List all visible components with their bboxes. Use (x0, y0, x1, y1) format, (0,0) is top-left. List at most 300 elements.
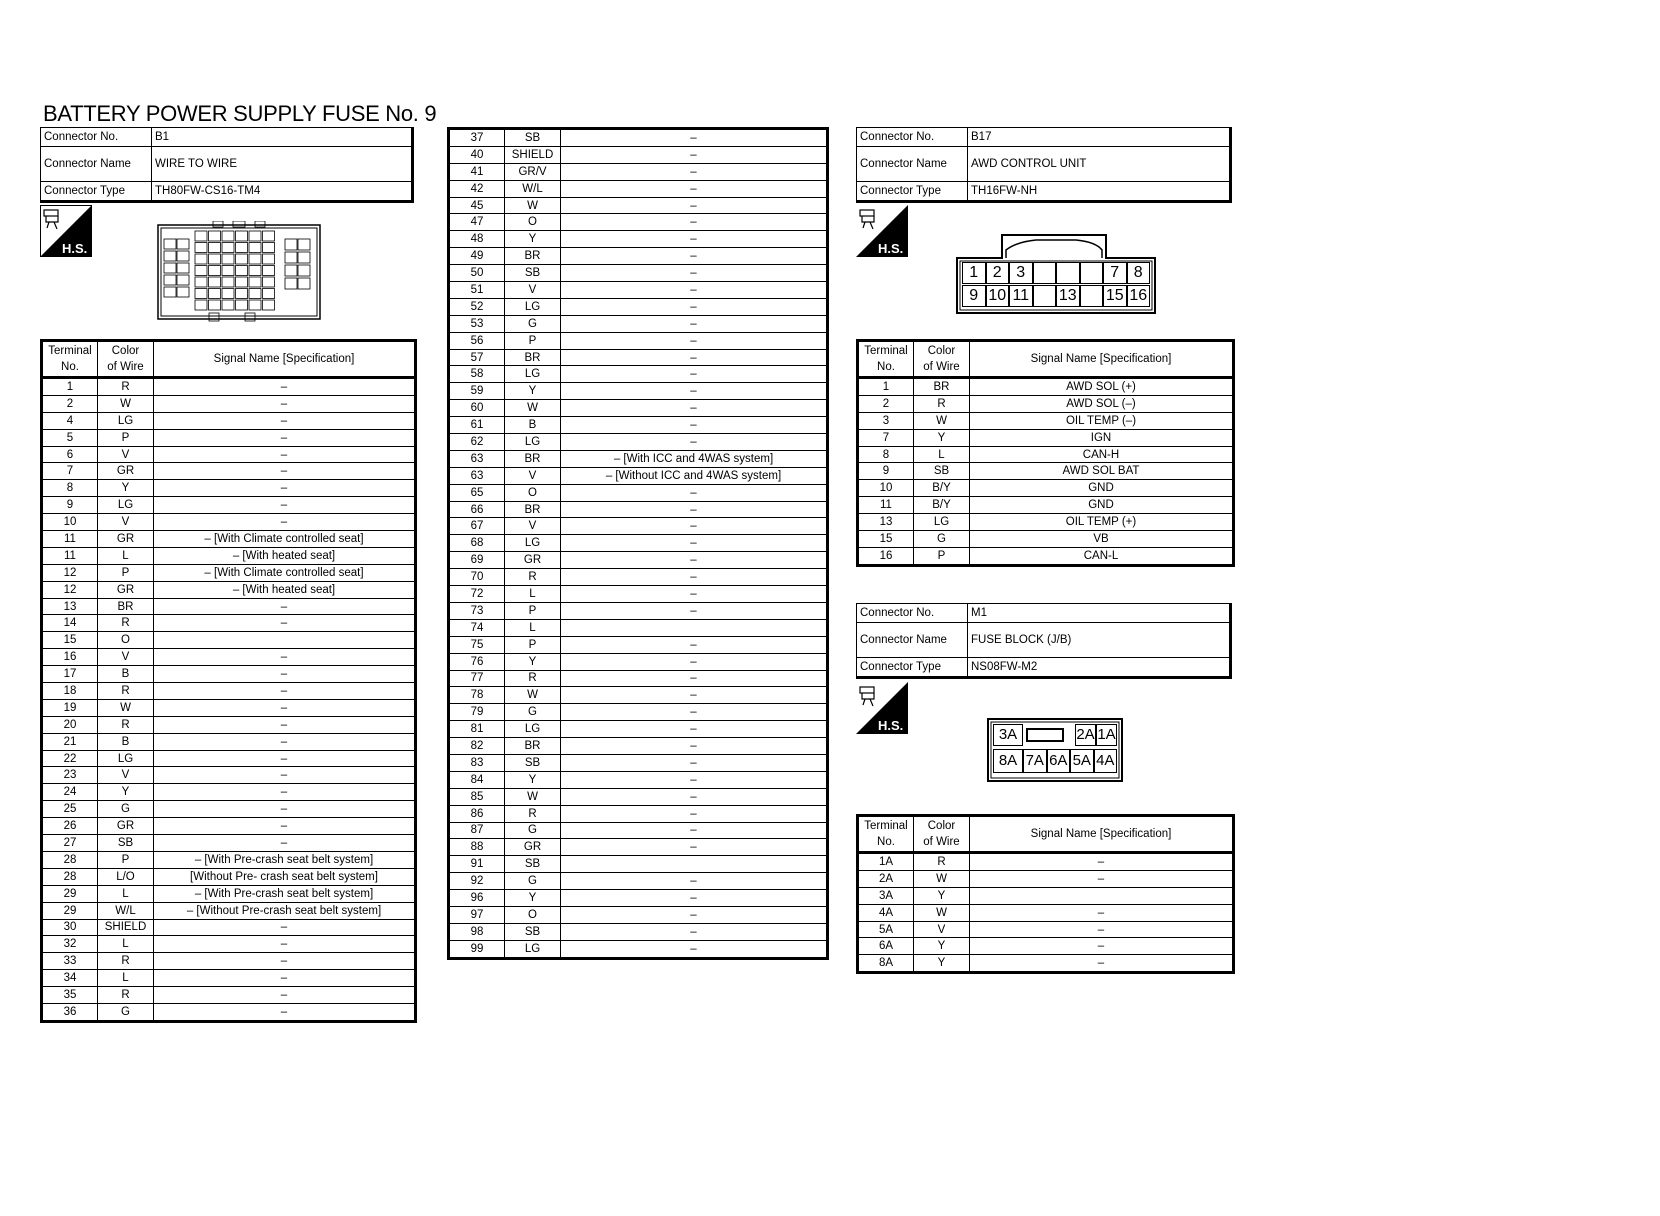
connector-cavity (1080, 262, 1104, 284)
color-cell: L/O (98, 868, 154, 885)
header-color: Color of Wire (914, 816, 970, 853)
terminal-cell: 98 (449, 923, 505, 940)
b1-connector-face (157, 221, 321, 323)
table-row (449, 501, 828, 518)
signal-cell: – (154, 378, 416, 396)
table-row (449, 383, 828, 400)
table-row (449, 366, 828, 383)
terminal-cell: 72 (449, 586, 505, 603)
table-row (449, 687, 828, 704)
header-signal: Signal Name [Specification] (970, 341, 1234, 378)
info-value: TH80FW-CS16-TM4 (152, 182, 413, 202)
table-row (449, 940, 828, 958)
color-cell: L (98, 547, 154, 564)
color-cell: LG (914, 514, 970, 531)
signal-cell: OIL TEMP (–) (970, 412, 1234, 429)
terminal-cell: 91 (449, 856, 505, 873)
terminal-cell: 13 (42, 598, 98, 615)
table-row (449, 265, 828, 282)
table-row (42, 395, 416, 412)
terminal-cell: 77 (449, 670, 505, 687)
color-cell: B (98, 733, 154, 750)
signal-cell: AWD SOL (+) (970, 378, 1234, 396)
connector-cavity: 1 (962, 262, 986, 284)
color-cell: R (914, 853, 970, 871)
signal-cell: – [Without ICC and 4WAS system] (561, 467, 828, 484)
terminal-cell: 2 (858, 395, 914, 412)
signal-cell: – [With Climate controlled seat] (154, 564, 416, 581)
table-row (449, 670, 828, 687)
signal-cell: – (154, 767, 416, 784)
terminal-cell: 14 (42, 615, 98, 632)
signal-cell: – (154, 919, 416, 936)
signal-cell: – [With ICC and 4WAS system] (561, 450, 828, 467)
connector-cavity: 4A (1094, 749, 1118, 773)
table-row (42, 835, 416, 852)
signal-cell: – (154, 835, 416, 852)
signal-cell: – (154, 480, 416, 497)
table-row (42, 987, 416, 1004)
terminal-cell: 8 (858, 446, 914, 463)
table-row (449, 890, 828, 907)
table-row (42, 412, 416, 429)
connector-cavity: 6A (1047, 749, 1071, 773)
color-cell: SB (505, 754, 561, 771)
terminal-cell: 11 (858, 497, 914, 514)
color-cell: SB (505, 923, 561, 940)
table-row (42, 429, 416, 446)
table-row (449, 788, 828, 805)
color-cell: P (98, 429, 154, 446)
hs-label: H.S. (878, 718, 904, 733)
table-row (858, 429, 1234, 446)
terminal-cell: 11 (42, 547, 98, 564)
terminal-cell: 47 (449, 214, 505, 231)
color-cell: G (98, 1003, 154, 1021)
table-row (42, 514, 416, 531)
info-row (857, 604, 1231, 623)
connector-cavity: 2A (1075, 724, 1096, 746)
table-row (449, 315, 828, 332)
table-row (42, 564, 416, 581)
color-cell: SHIELD (505, 146, 561, 163)
signal-cell (561, 619, 828, 636)
info-key: Connector No. (857, 604, 968, 623)
color-cell: L (98, 885, 154, 902)
terminal-cell: 34 (42, 970, 98, 987)
table-row (858, 497, 1234, 514)
terminal-cell: 12 (42, 564, 98, 581)
signal-cell: – (561, 231, 828, 248)
color-cell: L (505, 619, 561, 636)
signal-cell: – (561, 146, 828, 163)
table-row (42, 868, 416, 885)
signal-cell: – (154, 446, 416, 463)
color-cell: W (98, 699, 154, 716)
terminal-cell: 63 (449, 467, 505, 484)
signal-cell: – (561, 586, 828, 603)
table-row (449, 602, 828, 619)
terminal-cell: 53 (449, 315, 505, 332)
terminal-cell: 21 (42, 733, 98, 750)
table-row (449, 721, 828, 738)
signal-cell: – (561, 129, 828, 147)
table-row (858, 938, 1234, 955)
signal-cell: – [With Climate controlled seat] (154, 531, 416, 548)
terminal-cell: 25 (42, 801, 98, 818)
terminal-cell: 56 (449, 332, 505, 349)
signal-cell: – (154, 514, 416, 531)
signal-cell: – (561, 265, 828, 282)
color-cell: V (505, 467, 561, 484)
table-row (42, 801, 416, 818)
pin-table-header (858, 341, 1234, 378)
terminal-cell: 2A (858, 870, 914, 887)
signal-cell: – (561, 214, 828, 231)
table-row (449, 146, 828, 163)
table-row (449, 653, 828, 670)
color-cell: SB (505, 856, 561, 873)
table-row (449, 349, 828, 366)
terminal-cell: 51 (449, 282, 505, 299)
terminal-cell: 58 (449, 366, 505, 383)
signal-cell: – (154, 429, 416, 446)
table-row (858, 463, 1234, 480)
color-cell: Y (505, 890, 561, 907)
color-cell: Y (914, 887, 970, 904)
terminal-cell: 15 (858, 531, 914, 548)
terminal-cell: 81 (449, 721, 505, 738)
signal-cell: – (561, 417, 828, 434)
signal-cell: – (561, 400, 828, 417)
terminal-cell: 16 (42, 649, 98, 666)
color-cell: W (914, 904, 970, 921)
table-row (449, 754, 828, 771)
table-row (449, 332, 828, 349)
table-row (42, 936, 416, 953)
signal-cell: – (561, 636, 828, 653)
table-row (42, 885, 416, 902)
terminal-cell: 63 (449, 450, 505, 467)
table-row (42, 547, 416, 564)
info-row (857, 128, 1231, 147)
table-row (449, 197, 828, 214)
table-row (858, 955, 1234, 973)
terminal-cell: 97 (449, 906, 505, 923)
terminal-cell: 32 (42, 936, 98, 953)
color-cell: BR (98, 598, 154, 615)
info-value: M1 (968, 604, 1231, 623)
header-terminal: Terminal No. (858, 816, 914, 853)
table-row (449, 636, 828, 653)
b1-pin-table-right (447, 127, 829, 960)
signal-cell: – (970, 921, 1234, 938)
table-row (449, 129, 828, 147)
color-cell: LG (98, 497, 154, 514)
table-row (42, 598, 416, 615)
info-value: B1 (152, 128, 413, 147)
color-cell: R (98, 987, 154, 1004)
connector-cavity (1080, 285, 1104, 307)
info-row (857, 182, 1231, 202)
terminal-cell: 70 (449, 569, 505, 586)
signal-cell: – (561, 890, 828, 907)
table-row (449, 873, 828, 890)
connector-cavity: 5A (1070, 749, 1094, 773)
signal-cell: – (154, 463, 416, 480)
color-cell: G (914, 531, 970, 548)
table-row (449, 552, 828, 569)
table-row (449, 771, 828, 788)
color-cell: P (505, 602, 561, 619)
color-cell: W (505, 687, 561, 704)
signal-cell: IGN (970, 429, 1234, 446)
color-cell: L (98, 936, 154, 953)
color-cell: W (505, 400, 561, 417)
terminal-cell: 12 (42, 581, 98, 598)
signal-cell: – (970, 955, 1234, 973)
color-cell: Y (914, 938, 970, 955)
terminal-cell: 85 (449, 788, 505, 805)
table-row (449, 180, 828, 197)
table-row (42, 750, 416, 767)
signal-cell: – (561, 687, 828, 704)
info-value: WIRE TO WIRE (152, 147, 413, 182)
signal-cell: – (154, 1003, 416, 1021)
connector-cavity: 1A (1096, 724, 1117, 746)
table-row (449, 400, 828, 417)
signal-cell: – (561, 197, 828, 214)
terminal-cell: 1 (42, 378, 98, 396)
info-key: Connector Name (857, 623, 968, 658)
header-terminal: Terminal No. (858, 341, 914, 378)
table-row (449, 518, 828, 535)
color-cell: R (505, 569, 561, 586)
terminal-cell: 11 (42, 531, 98, 548)
color-cell: LG (505, 298, 561, 315)
b17-pin-table (856, 339, 1235, 567)
table-row (858, 446, 1234, 463)
signal-cell: AWD SOL (–) (970, 395, 1234, 412)
color-cell: GR (98, 463, 154, 480)
table-row (42, 716, 416, 733)
terminal-cell: 7 (858, 429, 914, 446)
signal-cell: – (154, 936, 416, 953)
table-row (42, 919, 416, 936)
info-value: FUSE BLOCK (J/B) (968, 623, 1231, 658)
signal-cell: – (561, 602, 828, 619)
terminal-cell: 88 (449, 839, 505, 856)
info-value: NS08FW-M2 (968, 658, 1231, 678)
terminal-cell: 68 (449, 535, 505, 552)
header-signal: Signal Name [Specification] (970, 816, 1234, 853)
terminal-cell: 5 (42, 429, 98, 446)
color-cell: G (505, 704, 561, 721)
table-row (42, 699, 416, 716)
color-cell: R (98, 378, 154, 396)
signal-cell: – (561, 569, 828, 586)
color-cell: P (98, 851, 154, 868)
terminal-cell: 65 (449, 484, 505, 501)
signal-cell: – (970, 870, 1234, 887)
table-row (42, 1003, 416, 1021)
color-cell: SHIELD (98, 919, 154, 936)
connector-cavity: 10 (986, 285, 1010, 307)
info-key: Connector Type (857, 182, 968, 202)
m1-connector-face (987, 718, 1123, 782)
table-row (42, 902, 416, 919)
signal-cell: – (970, 904, 1234, 921)
signal-cell: – [With heated seat] (154, 581, 416, 598)
signal-cell: – (561, 940, 828, 958)
info-key: Connector No. (857, 128, 968, 147)
signal-cell: – (561, 332, 828, 349)
terminal-cell: 30 (42, 919, 98, 936)
terminal-cell: 8A (858, 955, 914, 973)
terminal-cell: 42 (449, 180, 505, 197)
color-cell: V (98, 446, 154, 463)
signal-cell: – (561, 923, 828, 940)
color-cell: L (914, 446, 970, 463)
table-row (449, 248, 828, 265)
terminal-cell: 66 (449, 501, 505, 518)
signal-cell: – (561, 180, 828, 197)
color-cell: L (505, 586, 561, 603)
terminal-cell: 17 (42, 666, 98, 683)
harness-side-icon (40, 205, 92, 257)
color-cell: V (98, 767, 154, 784)
signal-cell (970, 887, 1234, 904)
terminal-cell: 74 (449, 619, 505, 636)
signal-cell: – (561, 298, 828, 315)
terminal-cell: 4A (858, 904, 914, 921)
table-row (449, 231, 828, 248)
color-cell: O (505, 906, 561, 923)
color-cell: SB (98, 835, 154, 852)
signal-cell: – (154, 666, 416, 683)
info-value: TH16FW-NH (968, 182, 1231, 202)
signal-cell: – (561, 248, 828, 265)
terminal-cell: 5A (858, 921, 914, 938)
table-row (858, 531, 1234, 548)
color-cell: W (914, 412, 970, 429)
table-row (449, 535, 828, 552)
terminal-cell: 24 (42, 784, 98, 801)
terminal-cell: 6A (858, 938, 914, 955)
harness-side-icon (856, 205, 908, 257)
color-cell: BR (914, 378, 970, 396)
info-key: Connector Name (41, 147, 152, 182)
terminal-cell: 27 (42, 835, 98, 852)
connector-cavity: 13 (1056, 285, 1080, 307)
terminal-cell: 87 (449, 822, 505, 839)
signal-cell (154, 632, 416, 649)
terminal-cell: 78 (449, 687, 505, 704)
terminal-cell: 1 (858, 378, 914, 396)
table-row (449, 586, 828, 603)
table-row (449, 298, 828, 315)
signal-cell: – [With heated seat] (154, 547, 416, 564)
table-row (858, 480, 1234, 497)
terminal-cell: 67 (449, 518, 505, 535)
table-row (449, 450, 828, 467)
header-color: Color of Wire (98, 341, 154, 378)
signal-cell: – (154, 615, 416, 632)
color-cell: Y (505, 231, 561, 248)
color-cell: LG (505, 366, 561, 383)
table-row (449, 923, 828, 940)
connector-cavity: 7 (1103, 262, 1127, 284)
terminal-cell: 35 (42, 987, 98, 1004)
table-row (42, 480, 416, 497)
info-row (41, 147, 413, 182)
color-cell: W (505, 788, 561, 805)
color-cell: P (914, 547, 970, 565)
pin-table-header (858, 816, 1234, 853)
table-row (42, 649, 416, 666)
connector-cavity: 16 (1127, 285, 1151, 307)
signal-cell: CAN-H (970, 446, 1234, 463)
color-cell: GR (98, 531, 154, 548)
color-cell: G (505, 873, 561, 890)
header-color: Color of Wire (914, 341, 970, 378)
terminal-cell: 26 (42, 818, 98, 835)
color-cell: GR/V (505, 163, 561, 180)
info-key: Connector Type (41, 182, 152, 202)
connector-cavity: 2 (986, 262, 1010, 284)
terminal-cell: 15 (42, 632, 98, 649)
table-row (449, 569, 828, 586)
table-row (449, 214, 828, 231)
signal-cell: OIL TEMP (+) (970, 514, 1234, 531)
terminal-cell: 60 (449, 400, 505, 417)
table-row (42, 446, 416, 463)
signal-cell: – (154, 801, 416, 818)
signal-cell: – (561, 670, 828, 687)
color-cell: P (505, 332, 561, 349)
table-row (42, 953, 416, 970)
terminal-cell: 99 (449, 940, 505, 958)
table-row (42, 463, 416, 480)
terminal-cell: 84 (449, 771, 505, 788)
signal-cell: GND (970, 497, 1234, 514)
color-cell: W/L (98, 902, 154, 919)
signal-cell: – (561, 383, 828, 400)
terminal-cell: 61 (449, 417, 505, 434)
color-cell: V (98, 649, 154, 666)
page-title: BATTERY POWER SUPPLY FUSE No. 9 (43, 101, 437, 126)
color-cell: R (505, 805, 561, 822)
color-cell: BR (505, 738, 561, 755)
terminal-cell: 19 (42, 699, 98, 716)
signal-cell: – (154, 716, 416, 733)
color-cell: V (505, 518, 561, 535)
terminal-cell: 29 (42, 885, 98, 902)
table-row (858, 395, 1234, 412)
color-cell: GR (98, 818, 154, 835)
terminal-cell: 73 (449, 602, 505, 619)
table-row (858, 547, 1234, 565)
terminal-cell: 49 (449, 248, 505, 265)
table-row (42, 733, 416, 750)
table-row (449, 805, 828, 822)
signal-cell: – (154, 750, 416, 767)
signal-cell: – (154, 733, 416, 750)
color-cell: Y (98, 784, 154, 801)
color-cell: G (98, 801, 154, 818)
color-cell: LG (98, 750, 154, 767)
connector-cavity: 3 (1009, 262, 1033, 284)
